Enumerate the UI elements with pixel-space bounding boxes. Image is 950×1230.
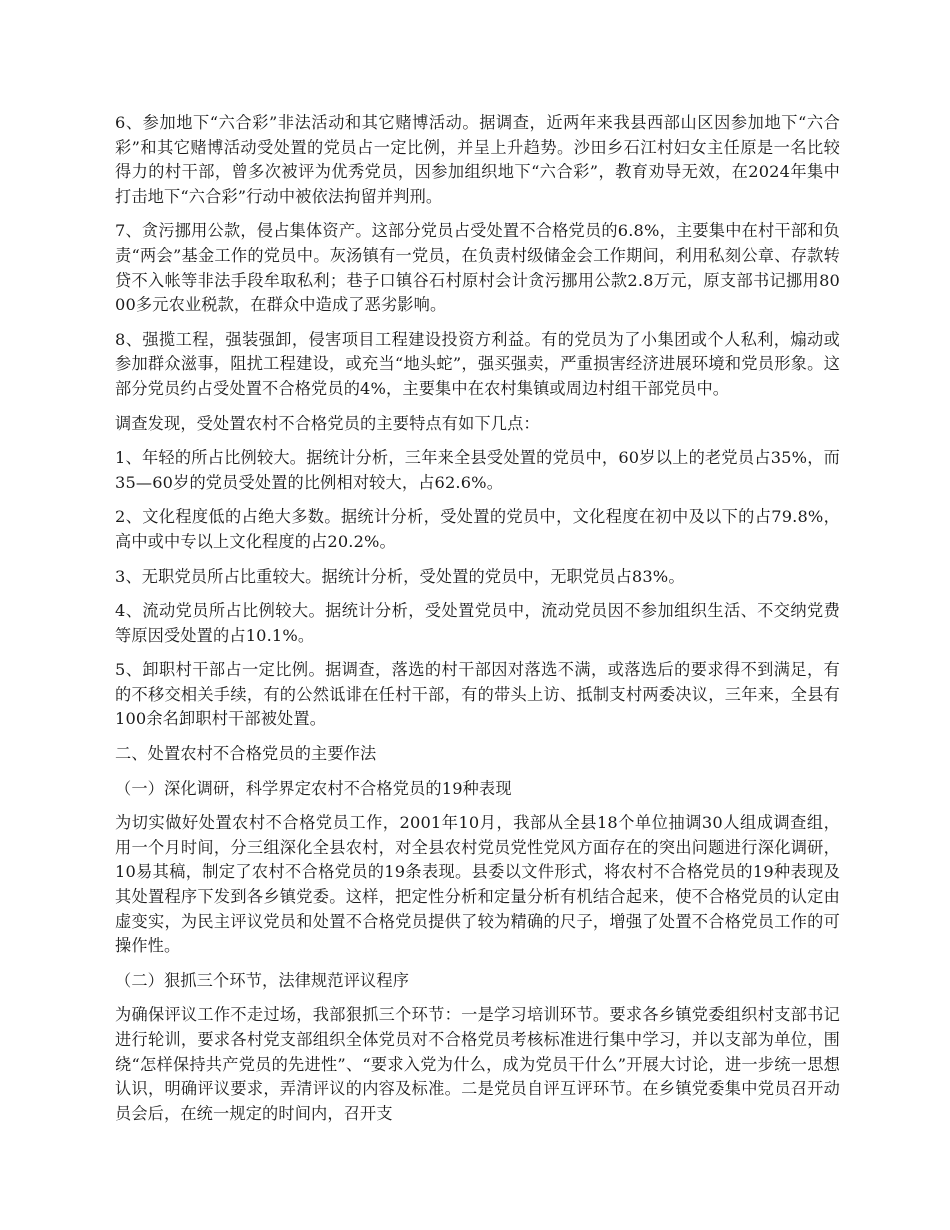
paragraph-item-7-embezzlement: 7、贪污挪用公款，侵占集体资产。这部分党员占受处置不合格党员的6.8%，主要集中在村干部和负责“两会”基金工作的党员中。灰汤镇有一党员，在负责村级储金会工作期间，利用私刻公章、存款转贷不入帐等非法手段牟取私利；巷子口镇谷石村原村会计贪污挪用公款2.8万元，原支部书记挪用8000多元农业税款，在群众中造成了恶劣影响。	[115, 221, 840, 315]
paragraph-research-process: 为切实做好处置农村不合格党员工作，2001年10月，我部从全县18个单位抽调30人组成调查组，用一个月时间，分三组深化全县农村，对全县农村党员党性党风方面存在的突出问题进行深化调研，10易其稿，制定了农村不合格党员的19条表现。县委以文件形式，将农村不合格党员的19种表现及其处置程序下发到各乡镇党委。这样，把定性分析和定量分析有机结合起来，使不合格党员的认定由虚变实，为民主评议党员和处置不合格党员提供了较为精确的尺子，增强了处置不合格党员工作的可操作性。	[115, 813, 840, 956]
paragraph-feature-5-former-cadres: 5、卸职村干部占一定比例。据调查，落选的村干部因对落选不满，或落选后的要求得不到满足，有的不移交相关手续，有的公然诋诽在任村干部，有的带头上访、抵制支村两委决议，三年来，全县有100余名卸职村干部被处置。	[115, 660, 840, 729]
paragraph-feature-4-mobile: 4、流动党员所占比例较大。据统计分析，受处置党员中，流动党员因不参加组织生活、不交纳党费等原因受处置的占10.1%。	[115, 601, 840, 645]
paragraph-survey-findings-intro: 调查发现，受处置农村不合格党员的主要特点有如下几点：	[115, 413, 540, 433]
paragraph-three-links: 为确保评议工作不走过场，我部狠抓三个环节：一是学习培训环节。要求各乡镇党委组织村支部书记进行轮训，要求各村党支部组织全体党员对不合格党员考核标准进行集中学习，并以支部为单位，围绕“怎样保持共产党员的先进性”、“要求入党为什么，成为党员干什么”开展大讨论，进一步统一思想认识，明确评议要求，弄清评议的内容及标准。二是党员自评互评环节。在乡镇党委集中党员召开动员会后，在统一规定的时间内，召开支	[115, 1005, 840, 1123]
subsection-heading-1: （一）深化调研，科学界定农村不合格党员的19种表现	[115, 778, 512, 798]
paragraph-item-8-project-interference: 8、强揽工程，强装强卸，侵害项目工程建设投资方利益。有的党员为了小集团或个人私利，煽动或参加群众滋事，阻扰工程建设，或充当“地头蛇”，强买强卖，严重损害经济进展环境和党员形象。这部分党员约占受处置不合格党员的4%，主要集中在农村集镇或周边村组干部党员中。	[115, 329, 840, 398]
document-body	[115, 111, 840, 1136]
paragraph-feature-2-education: 2、文化程度低的占绝大多数。据统计分析，受处置的党员中，文化程度在初中及以下的占79.8%，高中或中专以上文化程度的占20.2%。	[115, 507, 840, 551]
paragraph-feature-3-no-post: 3、无职党员所占比重较大。据统计分析，受处置的党员中，无职党员占83%。	[115, 566, 685, 586]
paragraph-item-6-gambling: 6、参加地下“六合彩”非法活动和其它赌博活动。据调查，近两年来我县西部山区因参加地下“六合彩”和其它赌博活动受处置的党员占一定比例，并呈上升趋势。沙田乡石江村妇女主任原是一名比较得力的村干部，曾多次被评为优秀党员，因参加组织地下“六合彩”，教育劝导无效，在2024年集中打击地下“六合彩”行动中被依法拘留并判刑。	[115, 113, 840, 206]
paragraph-feature-1-age: 1、年轻的所占比例较大。据统计分析，三年来全县受处置的党员中，60岁以上的老党员占35%，而35—60岁的党员受处置的比例相对较大，占62.6%。	[115, 448, 840, 492]
subsection-heading-2: （二）狠抓三个环节，法律规范评议程序	[115, 970, 410, 990]
section-heading-2: 二、处置农村不合格党员的主要作法	[115, 744, 377, 764]
